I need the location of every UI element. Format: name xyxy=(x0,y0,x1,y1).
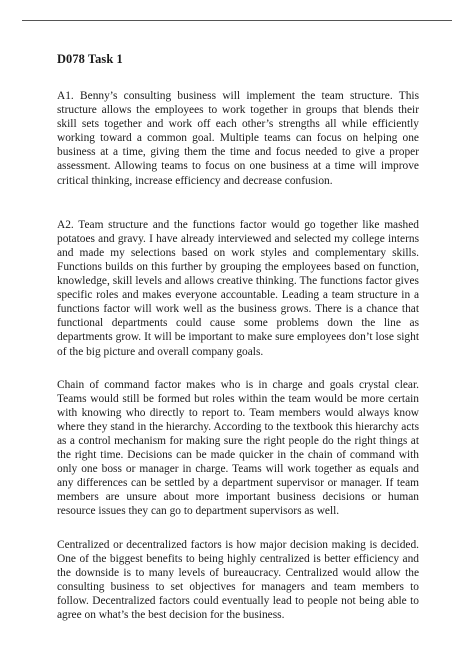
document-title: D078 Task 1 xyxy=(57,52,123,66)
paragraph-a2: A2. Team structure and the functions factor would go together like mashed potatoes and gravy. I have already interviewed and selected my college interns and made my selections based on work styles and complementary skills. Functions builds on this further by grouping the employees based on function, knowledge, skill levels and allows creative thinking. The functions factor gives specific roles and makes everyone accountable. Leading a team structure in a functions factor will work well as the business grows. There is a chance that functional departments could cause some problems down the line as departments grow. It will be important to make sure employees don’t lose sight of the big picture and overall company goals. xyxy=(57,218,419,358)
paragraph-chain-of-command: Chain of command factor makes who is in charge and goals crystal clear. Teams would still be formed but roles within the team would be more certain with knowing who directly to report to. Team members would always know where they stand in the hierarchy. According to the textbook this hierarchy acts as a control mechanism for making sure the right people do the right things at the right time. Decisions can be made quicker in the chain of command with only one boss or manager in charge. Teams will work together as equals and any differences can be settled by a department supervisor or manager. If team members are unsure about more important business decisions or human resource issues they can go to department supervisors as well. xyxy=(57,378,419,518)
top-rule xyxy=(22,20,452,21)
paragraph-centralized: Centralized or decentralized factors is how major decision making is decided. One of the biggest benefits to being highly centralized is better efficiency and the downside is to many levels of bureaucracy. Centralized would allow the consulting business to set objectives for managers and team members to follow. Decentralized factors could eventually lead to people not being able to agree on what’s the best decision for the business. xyxy=(57,538,419,621)
document-page xyxy=(57,52,419,641)
paragraph-a1: A1. Benny’s consulting business will implement the team structure. This structure allows the employees to work together in groups that blends their skill sets together and work off each other’s strengths all while efficiently working toward a common goal. Multiple teams can focus on helping one business at a time, giving them the time and focus needed to give a proper assessment. Allowing teams to focus on one business at a time will improve critical thinking, increase efficiency and decrease confusion. xyxy=(57,90,419,187)
